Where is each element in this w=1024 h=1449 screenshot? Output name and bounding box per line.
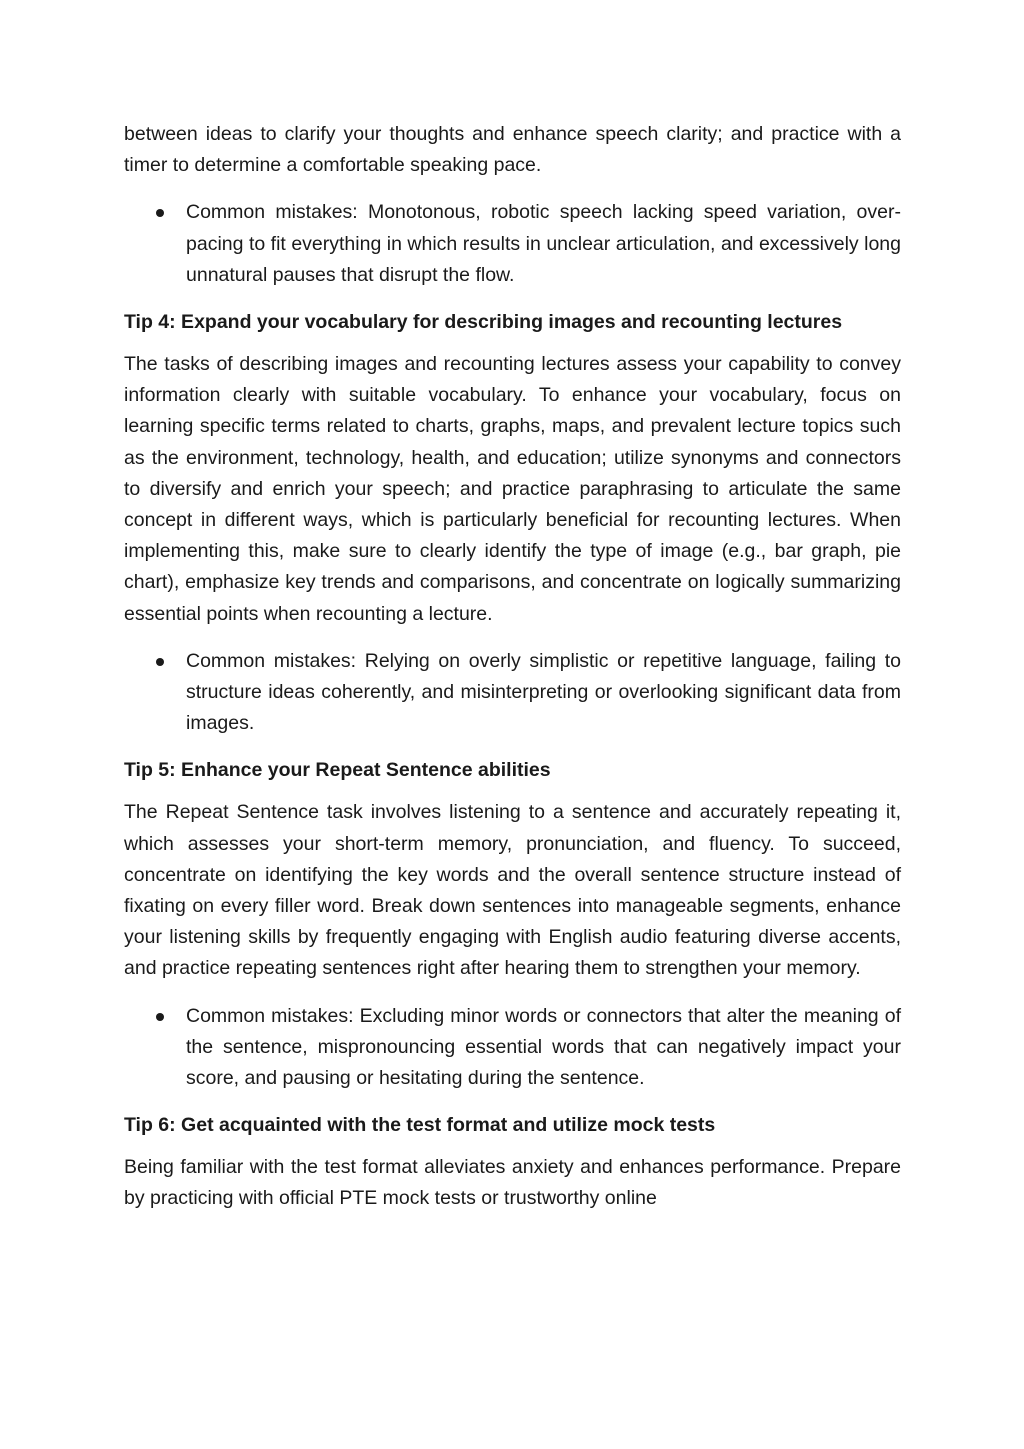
bullet-text: Common mistakes: Excluding minor words or connectors that alter the meaning of the sentence, mispronouncing essential words that can negatively impact your score, and pausing or hesitating during the sentence. [186, 1004, 901, 1090]
tip6-heading: Tip 6: Get acquainted with the test format and utilize mock tests [124, 1114, 716, 1137]
tip4-heading: Tip 4: Expand your vocabulary for describing images and recounting lectures [124, 311, 843, 334]
tip5-mistakes-bullet [124, 1001, 901, 1095]
tip4-paragraph: The tasks of describing images and recounting lectures assess your capability to convey information clearly with suitable vocabulary. To enhance your vocabulary, focus on learning specific terms related to charts, graphs, maps, and prevalent lecture topics such as the environment, technology, health, and education; utilize synonyms and connectors to diversify and enrich your speech; and practice paraphrasing to articulate the same concept in different ways, which is particularly beneficial for recounting lectures. When implementing this, make sure to clearly identify the type of image (e.g., bar graph, pie chart), emphasize key trends and comparisons, and concentrate on logically summarizing essential points when recounting a lecture. [124, 353, 901, 625]
bullet-text: Common mistakes: Relying on overly simplistic or repetitive language, failing to structure ideas coherently, and misinterpreting or overlooking significant data from images. [186, 649, 901, 735]
tip5-mistakes-list [124, 1001, 901, 1095]
document-page [124, 119, 901, 1215]
bullet-dot-icon [156, 1013, 164, 1021]
bullet-dot-icon [156, 209, 164, 217]
tip6-paragraph: Being familiar with the test format alleviates anxiety and enhances performance. Prepare by practicing with official PTE mock tests or trustworthy online [124, 1156, 901, 1210]
tip5-heading: Tip 5: Enhance your Repeat Sentence abilities [124, 759, 551, 782]
bullet-text: Common mistakes: Monotonous, robotic speech lacking speed variation, over-pacing to fit everything in which results in unclear articulation, and excessively long unnatural pauses that disrupt the flow. [186, 201, 901, 286]
tip4-mistakes-bullet [124, 646, 901, 740]
tip3-mistakes-bullet [124, 197, 901, 291]
intro-paragraph: between ideas to clarify your thoughts and enhance speech clarity; and practice with a timer to determine a comfortable speaking pace. [124, 123, 901, 177]
bullet-dot-icon [156, 658, 164, 666]
tip3-mistakes-list [124, 197, 901, 291]
tip4-mistakes-list [124, 646, 901, 740]
tip5-paragraph: The Repeat Sentence task involves listening to a sentence and accurately repeating it, which assesses your short-term memory, pronunciation, and fluency. To succeed, concentrate on identifying the key words and the overall sentence structure instead of fixating on every filler word. Break down sentences into manageable segments, enhance your listening skills by frequently engaging with English audio featuring diverse accents, and practice repeating sentences right after hearing them to strengthen your memory. [124, 801, 901, 980]
